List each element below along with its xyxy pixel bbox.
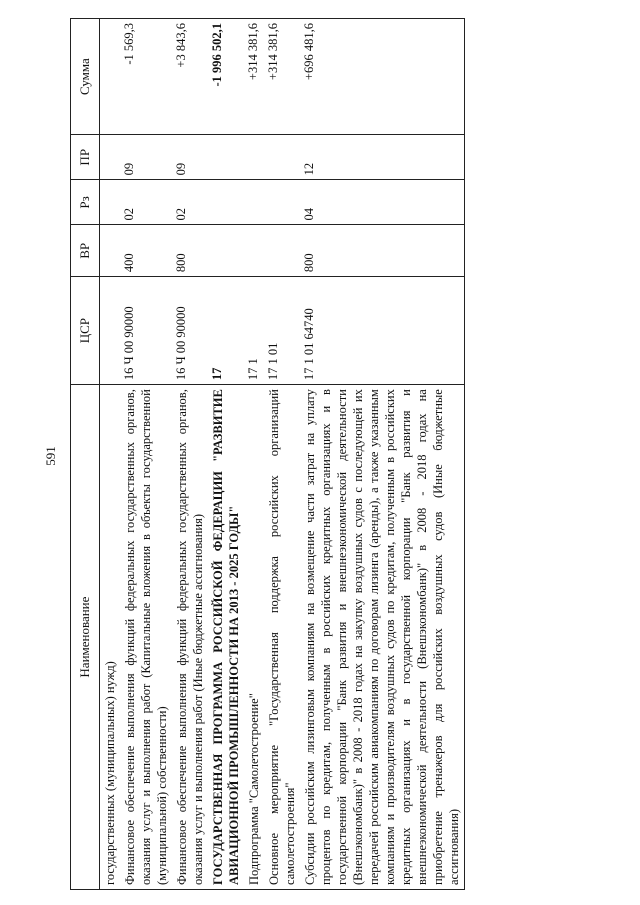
row-rz [100,180,121,225]
header-pr: ПР [71,135,100,180]
table-row [264,19,300,890]
row-sum: +696 481,6 [300,19,465,135]
row-name: ГОСУДАРСТВЕННАЯ ПРОГРАММА РОССИЙСКОЙ ФЕДЕРАЦИИ "РАЗВИТИЕ АВИАЦИОННОЙ ПРОМЫШЛЕННОСТИ НА 2013 - 2025 ГОДЫ" [208,385,244,890]
row-vr [264,225,300,277]
header-sum: Сумма [71,19,100,135]
row-rz: 02 [172,180,208,225]
row-vr [100,225,121,277]
row-name: Подпрограмма "Самолетостроение" [244,385,264,890]
table-row [244,19,264,890]
row-pr [100,135,121,180]
row-name: государственных (муниципальных) нужд) [100,385,121,890]
table-row [172,19,208,890]
row-rz: 04 [300,180,465,225]
table-row [120,19,172,890]
table-row [208,19,244,890]
row-name: Финансовое обеспечение выполнения функций федеральных государственных органов, оказания услуг и выполнения работ (Капитальные вложения в объекты государственной (муниципальной) собственности) [120,385,172,890]
page-number: 591 [43,446,58,466]
row-pr [264,135,300,180]
row-rz: 02 [120,180,172,225]
row-name: Финансовое обеспечение выполнения функций федеральных государственных органов, оказания услуг и выполнения работ (Иные бюджетные ассигнования) [172,385,208,890]
row-sum: -1 569,3 [120,19,172,135]
row-sum [100,19,121,135]
row-vr [208,225,244,277]
row-rz [208,180,244,225]
row-sum: -1 996 502,1 [208,19,244,135]
row-csr [100,277,121,385]
row-vr [244,225,264,277]
row-name: Субсидии российским лизинговым компаниям на возмещение части затрат на уплату процентов по кредитам, полученным в российских кредитных организациях и в государственной корпорации "Банк развития и внешнеэкономической деятельности (Внешэкономбанк)" в 2008 - 2018 годах на закупку воздушных судов с последующей их передачей российским авиакомпаниям по договорам лизинга (аренды), а также указанным компаниям и производителям воздушных судов по кредитам, полученным в российских кредитных организациях и в государственной корпорации "Банк развития и внешнеэкономической деятельности (Внешэкономбанк)" в 2008 - 2018 годах на приобретение тренажеров для российских воздушных судов (Иные бюджетные ассигнования) [300,385,465,890]
budget-table [70,18,465,890]
row-sum: +314 381,6 [244,19,264,135]
row-csr: 17 1 01 [264,277,300,385]
row-sum: +314 381,6 [264,19,300,135]
row-csr: 17 1 [244,277,264,385]
row-pr: 09 [120,135,172,180]
row-csr: 17 [208,277,244,385]
table-header-row [71,19,100,890]
row-rz [264,180,300,225]
row-vr: 800 [300,225,465,277]
row-sum: +3 843,6 [172,19,208,135]
row-csr: 17 1 01 64740 [300,277,465,385]
row-vr: 800 [172,225,208,277]
row-csr: 16 Ч 00 90000 [120,277,172,385]
header-csr: ЦСР [71,277,100,385]
row-pr: 12 [300,135,465,180]
row-csr: 16 Ч 00 90000 [172,277,208,385]
row-pr: 09 [172,135,208,180]
row-pr [208,135,244,180]
header-vr: ВР [71,225,100,277]
header-name: Наименование [71,385,100,890]
table-row [100,19,121,890]
row-name: Основное мероприятие "Государственная поддержка российских организаций самолетостроения" [264,385,300,890]
header-rz: Рз [71,180,100,225]
row-pr [244,135,264,180]
table-row [300,19,465,890]
budget-table-container [70,18,610,890]
row-rz [244,180,264,225]
row-vr: 400 [120,225,172,277]
